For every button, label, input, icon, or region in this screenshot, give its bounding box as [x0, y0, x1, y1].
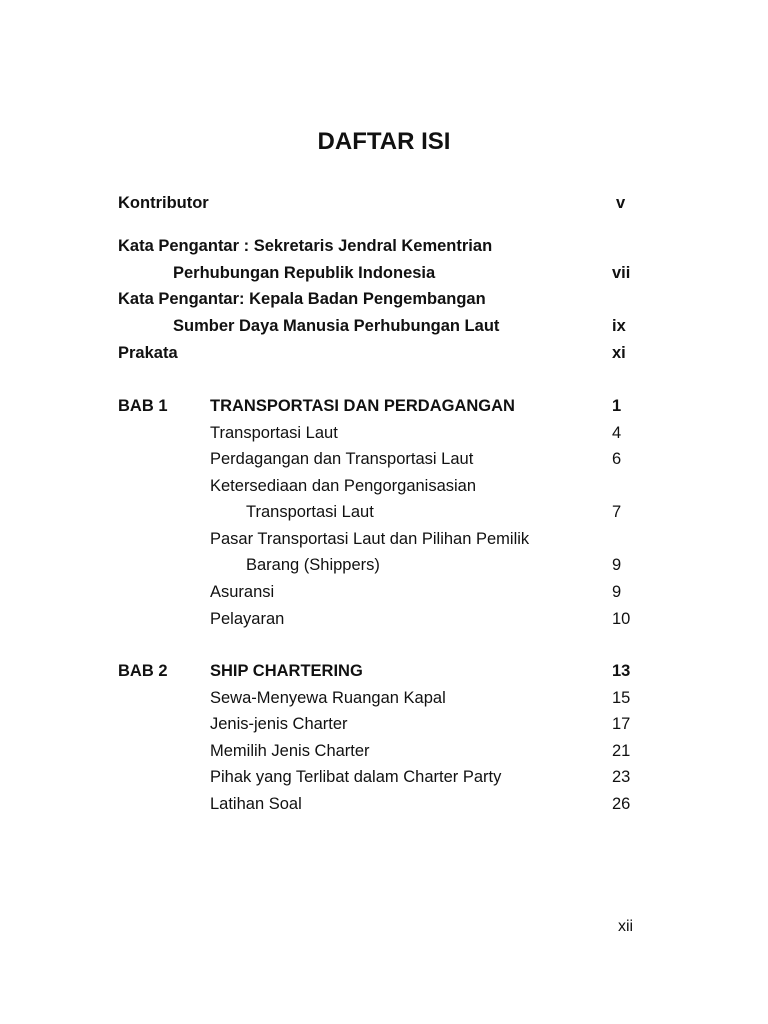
toc-entry — [0, 499, 768, 525]
toc-entry — [0, 552, 768, 578]
toc-entry — [0, 473, 768, 499]
toc-entry-text: Kata Pengantar : Sekretaris Jendral Kementrian — [118, 237, 493, 255]
toc-entry-text: Ketersediaan dan Pengorganisasian — [210, 477, 477, 495]
toc-entry-text: Sumber Daya Manusia Perhubungan Laut — [173, 317, 500, 335]
toc-entry — [0, 791, 768, 817]
toc-entry — [0, 420, 768, 446]
toc-entry-text: Kontributor — [118, 194, 209, 212]
toc-entry — [0, 526, 768, 552]
toc-entry-text: Kata Pengantar: Kepala Badan Pengembangan — [118, 290, 486, 308]
toc-entry-text: Asuransi — [210, 583, 275, 601]
toc-entry-text: Latihan Soal — [210, 795, 302, 813]
chapter-page: 1 — [612, 397, 622, 415]
toc-entry-text: Barang (Shippers) — [246, 556, 380, 574]
toc-chapter-2 — [0, 658, 768, 684]
page-number: xii — [618, 918, 634, 935]
toc-entry-page: 4 — [612, 424, 622, 442]
toc-entry-page: 17 — [612, 715, 631, 733]
toc-entry — [0, 446, 768, 472]
toc-chapter-1 — [0, 393, 768, 419]
toc-entry — [0, 579, 768, 605]
toc-entry-text: Transportasi Laut — [210, 424, 338, 442]
toc-entry-text: Perdagangan dan Transportasi Laut — [210, 450, 474, 468]
toc-entry-page: 9 — [612, 556, 622, 574]
toc-entry — [0, 606, 768, 632]
toc-entry-text: Prakata — [118, 344, 178, 362]
toc-entry-text: Jenis-jenis Charter — [210, 715, 348, 733]
toc-entry-text: Pelayaran — [210, 610, 285, 628]
toc-entry-page: 21 — [612, 742, 631, 760]
toc-entry-text: Perhubungan Republik Indonesia — [173, 264, 436, 282]
toc-entry-kata-pengantar-2 — [0, 286, 768, 312]
chapter-page: 13 — [612, 662, 631, 680]
chapter-title: TRANSPORTASI DAN PERDAGANGAN — [210, 397, 515, 415]
toc-entry-kata-pengantar-1-cont — [0, 260, 768, 286]
toc-entry-page: xi — [612, 344, 626, 362]
toc-entry — [0, 711, 768, 737]
toc-entry-text: Memilih Jenis Charter — [210, 742, 370, 760]
toc-entry-page: vii — [612, 264, 631, 282]
toc-entry-page: 23 — [612, 768, 631, 786]
toc-entry-kata-pengantar-2-cont — [0, 313, 768, 339]
toc-entry-kontributor — [0, 190, 768, 216]
chapter-label: BAB 2 — [118, 662, 168, 680]
toc-entry — [0, 764, 768, 790]
toc-entry-kata-pengantar-1 — [0, 233, 768, 259]
toc-entry-page: 10 — [612, 610, 631, 628]
toc-entry-text: Pasar Transportasi Laut dan Pilihan Pemilik — [210, 530, 530, 548]
toc-entry-text: Transportasi Laut — [246, 503, 374, 521]
page-title: DAFTAR ISI — [317, 128, 451, 155]
toc-entry-page: 7 — [612, 503, 622, 521]
chapter-title: SHIP CHARTERING — [210, 662, 363, 680]
toc-entry — [0, 685, 768, 711]
toc-entry — [0, 738, 768, 764]
toc-entry-page: 6 — [612, 450, 622, 468]
toc-entry-page: 15 — [612, 689, 631, 707]
toc-entry-page: ix — [612, 317, 626, 335]
toc-entry-page: 9 — [612, 583, 622, 601]
toc-entry-page: 26 — [612, 795, 631, 813]
toc-entry-page: v — [616, 194, 626, 212]
toc-entry-text: Sewa-Menyewa Ruangan Kapal — [210, 689, 446, 707]
toc-entry-text: Pihak yang Terlibat dalam Charter Party — [210, 768, 502, 786]
toc-entry-prakata — [0, 340, 768, 366]
chapter-label: BAB 1 — [118, 397, 168, 415]
